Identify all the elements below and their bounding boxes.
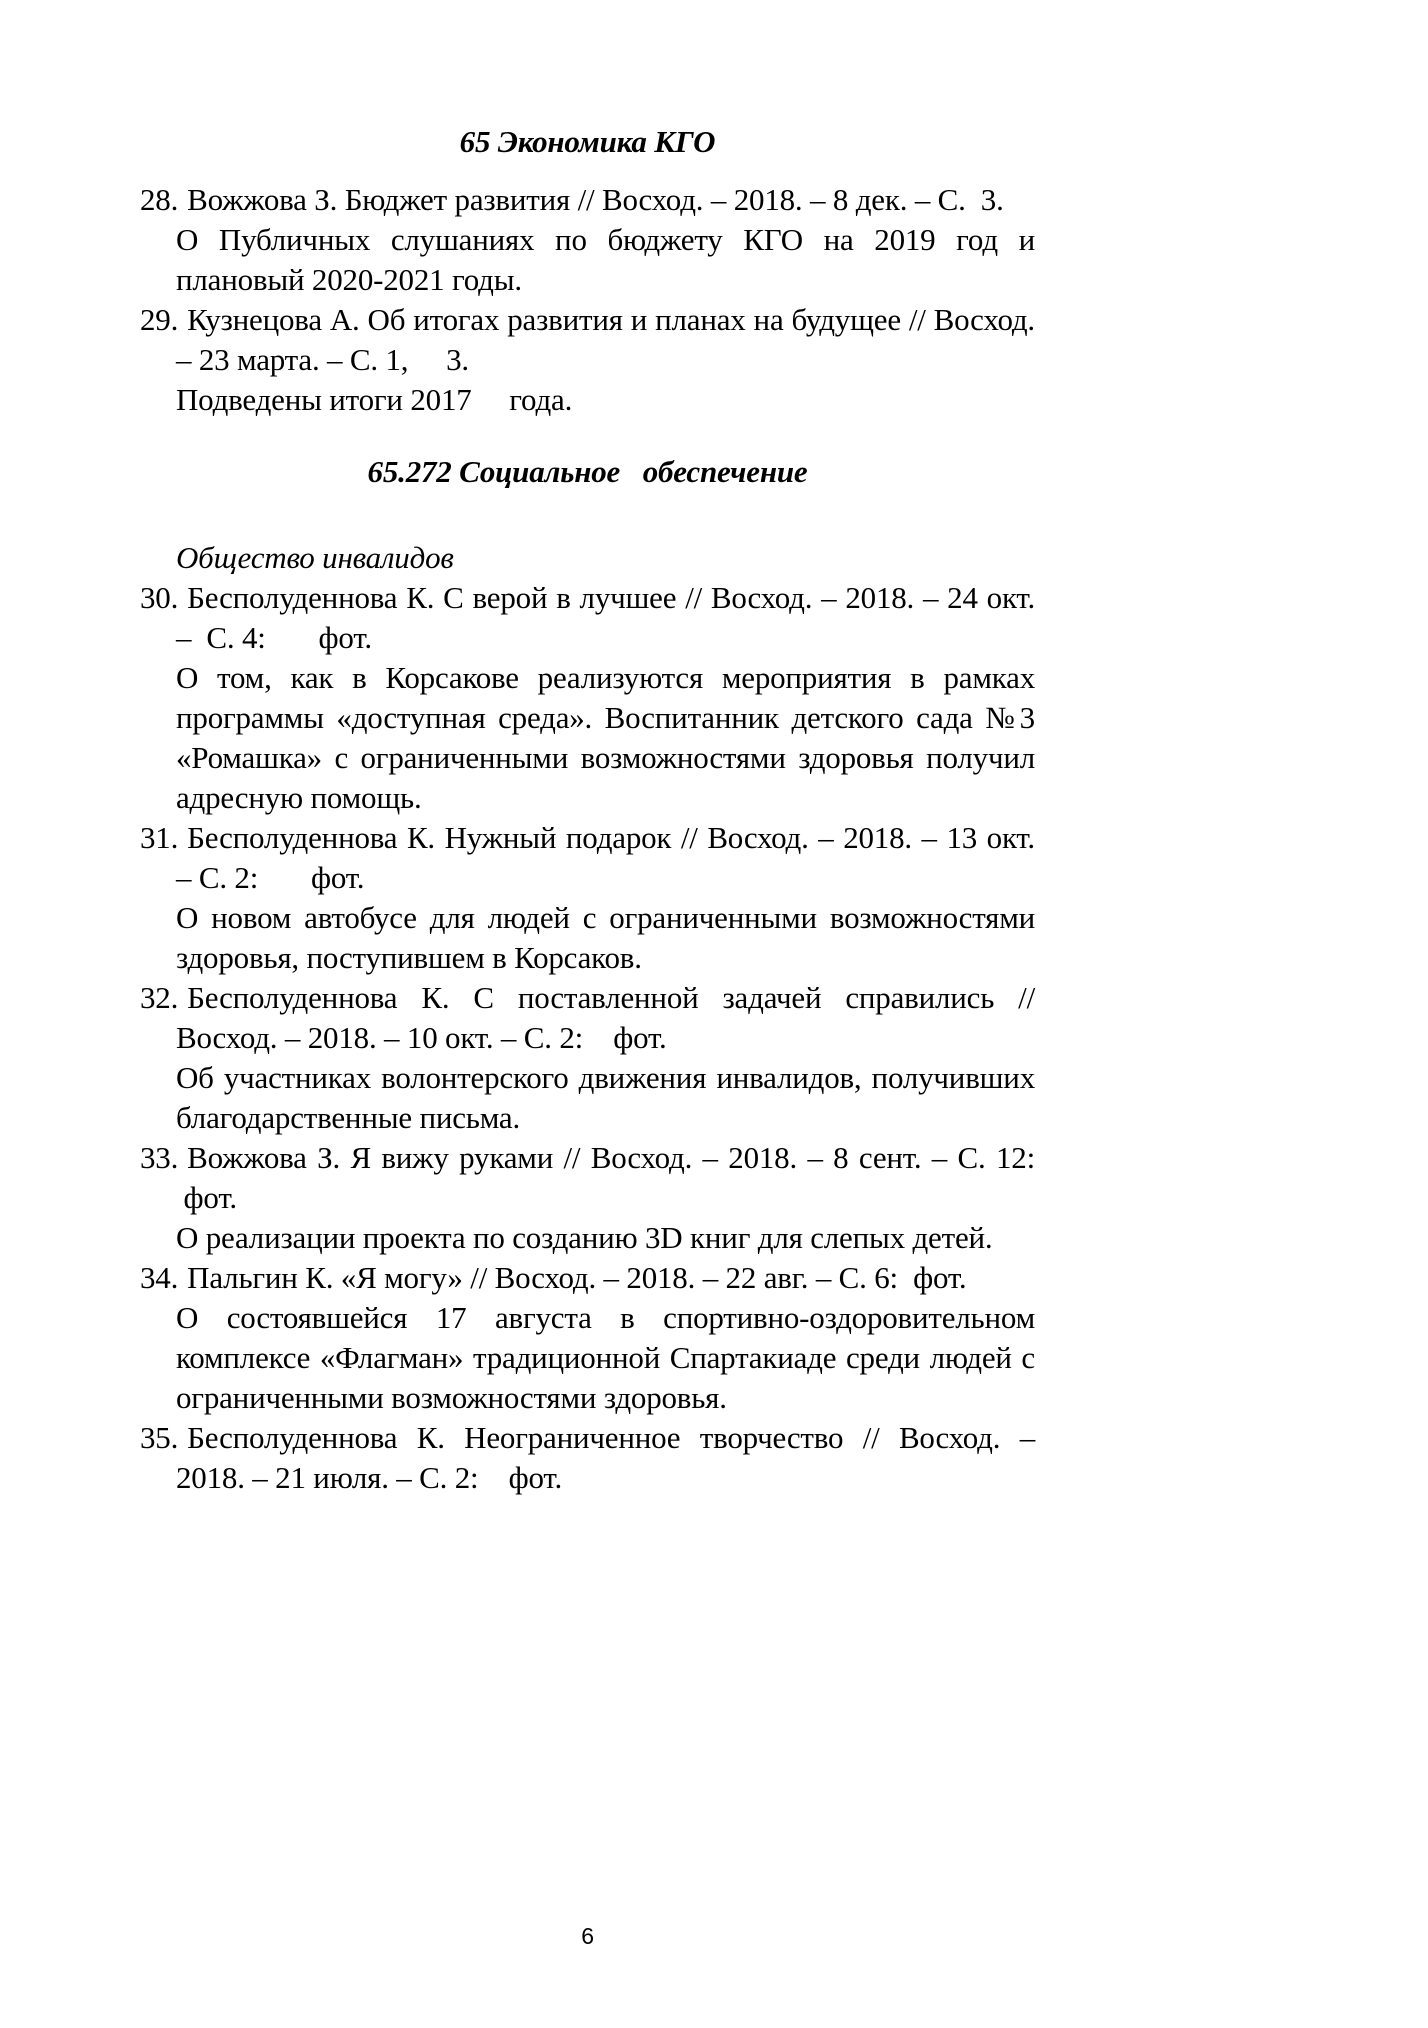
entry-annotation: О состоявшейся 17 августа в спортивно-оздоровительном комплексе «Флагман» традиционной Спартакиаде среди людей с ограниченными возможностями здоровья. <box>176 1299 1035 1415</box>
section-heading-social-security: 65.272 Социальное обеспечение <box>367 453 808 489</box>
citation-text: Вожжова З. Я вижу руками // Восход. – 2018. – 8 сент. – С. 12: фот. <box>176 1139 1035 1215</box>
entry-citation <box>140 1418 1035 1498</box>
citation-text: Бесполуденнова К. Неограниченное творчество // Восход. – 2018. – 21 июля. – С. 2: фот. <box>176 1419 1035 1495</box>
entry-number: 30. <box>140 579 179 615</box>
entry-annotation: Подведены итоги 2017 года. <box>176 381 573 417</box>
page-number: 6 <box>581 1923 594 1949</box>
bibliography-entry <box>140 1258 1035 1418</box>
entry-annotation: О том, как в Корсакове реализуются мероприятия в рамках программы «доступная среда». Воспитанник детского сада №3 «Ромашка» с ограниченными возможностями здоровья получил адресную помощь. <box>176 659 1035 815</box>
entry-number: 35. <box>140 1419 179 1455</box>
entry-number: 31. <box>140 819 179 855</box>
citation-text: Вожжова З. Бюджет развития // Восход. – 2018. – 8 дек. – С. 3. <box>187 181 1004 217</box>
citation-text: Бесполуденнова К. С верой в лучшее // Восход. – 2018. – 24 окт. – С. 4: фот. <box>176 579 1035 655</box>
entry-citation <box>140 300 1035 380</box>
bibliography-entry <box>140 180 1035 300</box>
bibliography-entry <box>140 578 1035 818</box>
entry-citation <box>140 1138 1035 1218</box>
entry-citation <box>140 818 1035 898</box>
bibliography-entry <box>140 1138 1035 1258</box>
bibliography-entry <box>140 978 1035 1138</box>
entry-number: 34. <box>140 1259 179 1295</box>
entry-citation <box>140 1258 1035 1298</box>
bibliography-entry <box>140 300 1035 420</box>
entry-number: 28. <box>140 181 179 217</box>
entry-annotation: О реализации проекта по созданию 3D книг для слепых детей. <box>176 1219 993 1255</box>
citation-text: Кузнецова А. Об итогах развития и планах на будущее // Восход. – 23 марта. – С. 1, 3. <box>176 301 1035 377</box>
section-heading-economy: 65 Экономика КГО <box>459 124 716 159</box>
entry-annotation: О Публичных слушаниях по бюджету КГО на 2019 год и плановый 2020-2021 годы. <box>176 221 1035 297</box>
bibliography-entry <box>140 1418 1035 1498</box>
citation-text: Бесполуденнова К. Нужный подарок // Восход. – 2018. – 13 окт. – С. 2: фот. <box>176 819 1035 895</box>
entry-annotation: Об участниках волонтерского движения инвалидов, получивших благодарственные письма. <box>176 1059 1035 1135</box>
entry-citation <box>140 180 1035 220</box>
entry-citation <box>140 578 1035 658</box>
citation-text: Пальгин К. «Я могу» // Восход. – 2018. – 22 авг. – С. 6: фот. <box>187 1259 967 1295</box>
bibliography-entry <box>140 818 1035 978</box>
entry-number: 32. <box>140 979 179 1015</box>
entry-citation <box>140 978 1035 1058</box>
citation-text: Бесполуденнова К. С поставленной задачей справились // Восход. – 2018. – 10 окт. – С. 2: фот. <box>176 979 1035 1055</box>
entry-number: 29. <box>140 301 179 337</box>
topic-subheading-disabled-society: Общество инвалидов <box>176 539 454 575</box>
entry-annotation: О новом автобусе для людей с ограниченными возможностями здоровья, поступившем в Корсаков. <box>176 899 1035 975</box>
entry-number: 33. <box>140 1139 179 1175</box>
